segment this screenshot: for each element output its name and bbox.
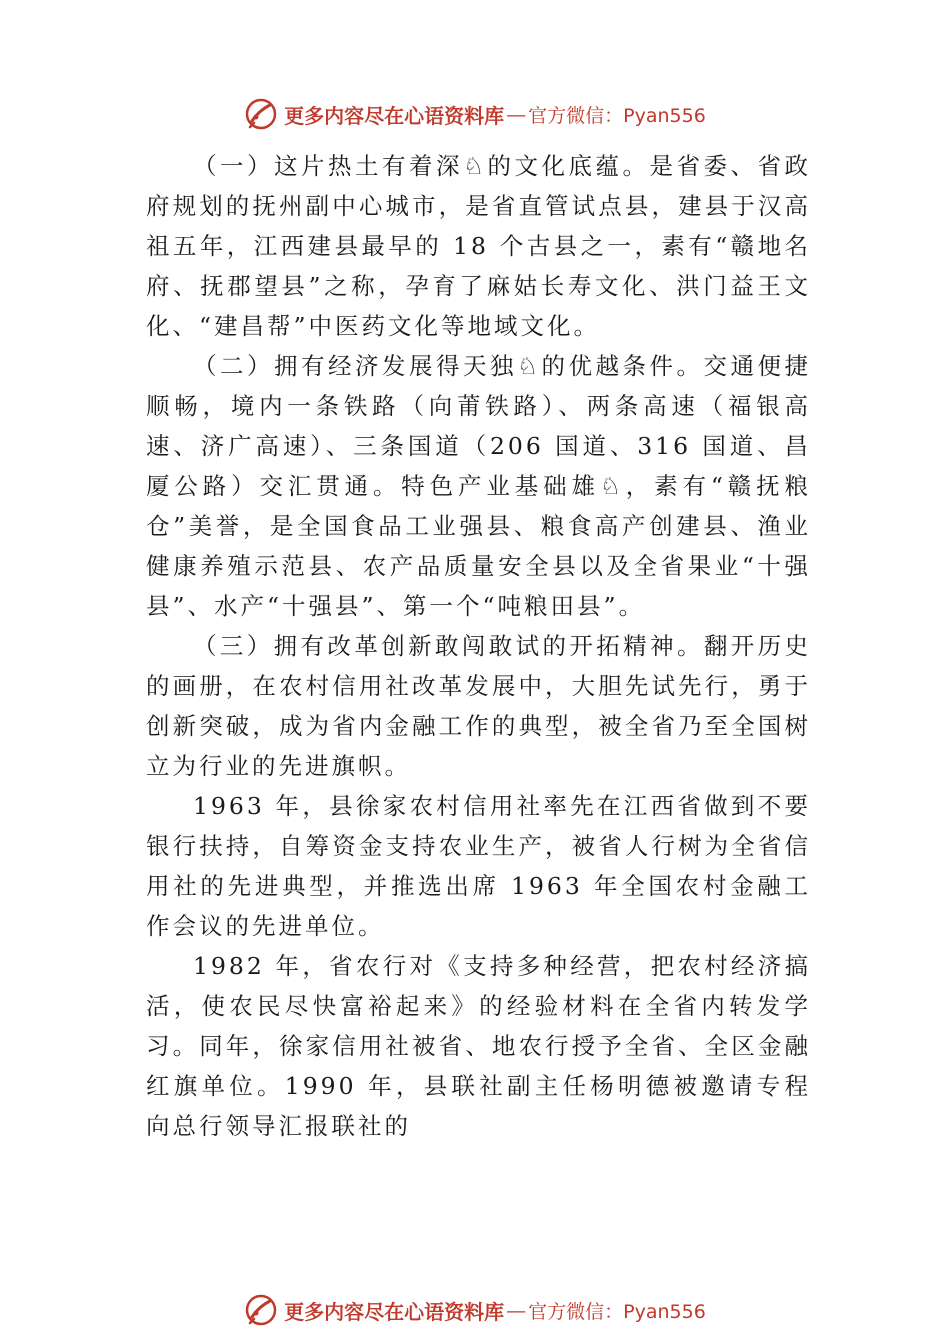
brush-pen-logo-icon bbox=[244, 97, 278, 131]
header-wechat-text: 官方微信：Pyan556 bbox=[528, 104, 706, 127]
paragraph-1: （一）这片热土有着深♘的文化底蕴。是省委、省政府规划的抚州副中心城市，是省直管试点县，建县于汉高祖五年，江西建县最早的 18 个古县之一，素有“赣地名府、抚郡望县”之称，孕育了麻姑长寿文化、洪门益王文化、“建昌帮”中医药文化等地域文化。 bbox=[146, 152, 811, 340]
paragraph-2: （二）拥有经济发展得天独♘的优越条件。交通便捷顺畅，境内一条铁路（向莆铁路）、两条高速（福银高速、济广高速）、三条国道（206 国道、316 国道、昌厦公路）交汇贯通。特色产业基础雄♘，素有“赣抚粮仓”美誉，是全国食品工业强县、粮食高产创建县、渔业健康养殖示范县、农产品质量安全县以及全省果业“十强县”、水产“十强县”、第一个“吨粮田县”。 bbox=[146, 352, 811, 620]
paragraph-3: （三）拥有改革创新敢闯敢试的开拓精神。翻开历史的画册，在农村信用社改革发展中，大胆先试先行，勇于创新突破，成为省内金融工作的典型，被全省乃至全国树立为行业的先进旗帜。 bbox=[146, 632, 811, 780]
footer-banner bbox=[0, 1290, 950, 1330]
header-brand-text: 更多内容尽在心语资料库 bbox=[284, 103, 505, 128]
brush-pen-logo-icon bbox=[244, 1293, 278, 1327]
document-body bbox=[146, 146, 811, 1146]
header-banner bbox=[0, 94, 950, 134]
paragraph-4: 1963 年，县徐家农村信用社率先在江西省做到不要银行扶持，自筹资金支持农业生产，被省人行树为全省信用社的先进典型，并推选出席 1963 年全国农村金融工作会议的先进单位。 bbox=[146, 792, 811, 940]
footer-brand-text: 更多内容尽在心语资料库 bbox=[284, 1299, 505, 1324]
footer-separator: — bbox=[506, 1298, 527, 1322]
header-separator: — bbox=[506, 102, 527, 126]
paragraph-5: 1982 年，省农行对《支持多种经营，把农村经济搞活，使农民尽快富裕起来》的经验材料在全省内转发学习。同年，徐家信用社被省、地农行授予全省、全区金融红旗单位。1990 年，县联社副主任杨明德被邀请专程向总行领导汇报联社的 bbox=[146, 952, 811, 1140]
footer-wechat-text: 官方微信：Pyan556 bbox=[528, 1300, 706, 1323]
